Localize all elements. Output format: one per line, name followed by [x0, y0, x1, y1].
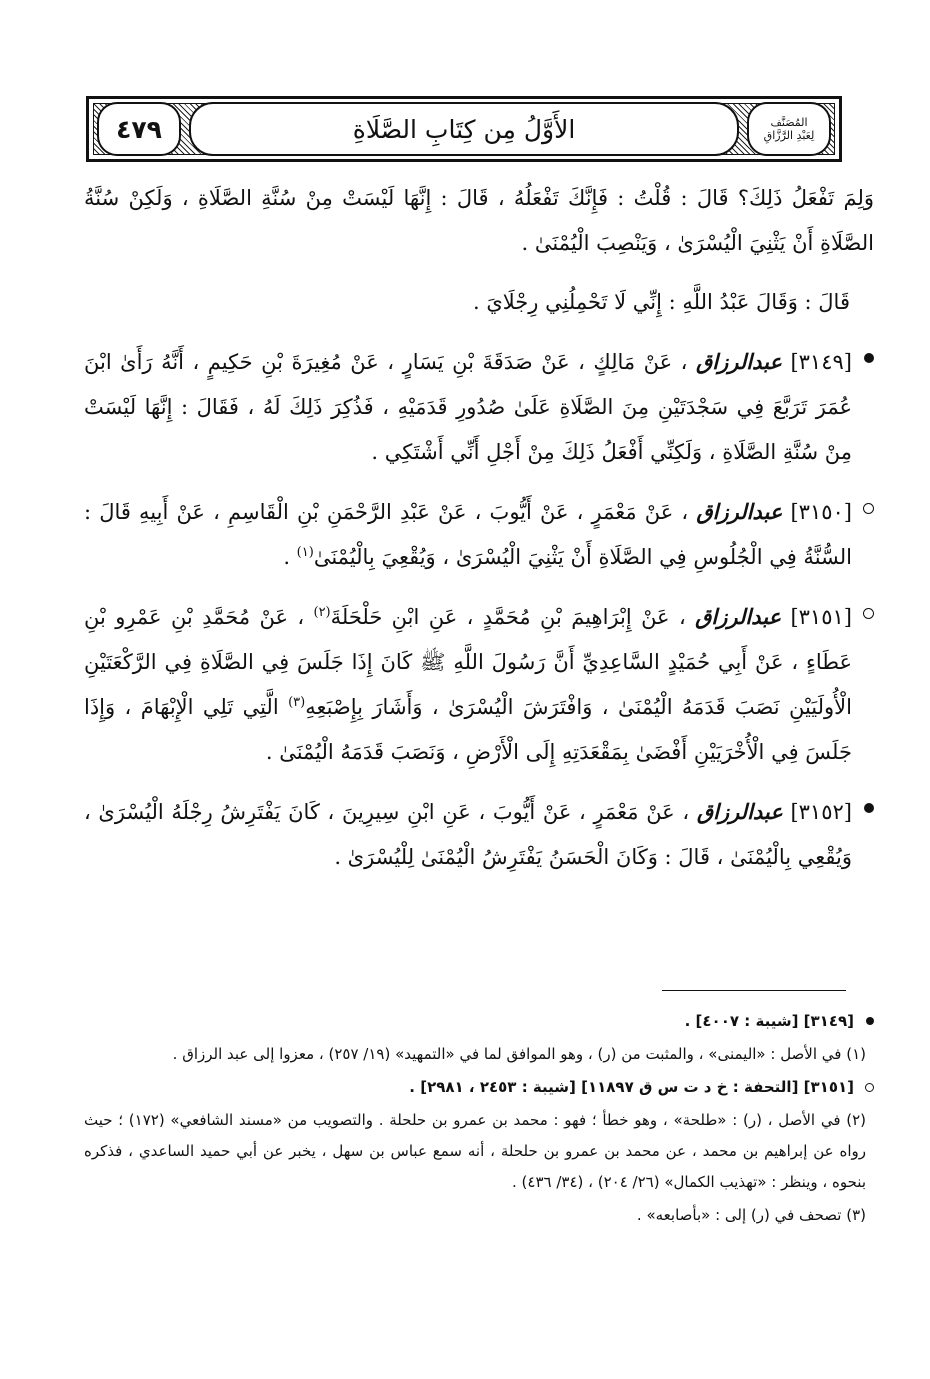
hadith-number: [٣١٥١] — [790, 605, 852, 629]
source-note-3149 — [84, 1006, 874, 1037]
title-cartouche — [189, 102, 739, 156]
source-note-3151 — [84, 1072, 874, 1103]
footnote-3: (٣) تصحف في (ر) إلى : «بأصابعه» . — [636, 1206, 866, 1224]
chapter-title: الأَوَّلُ مِن كِتَابِ الصَّلَاةِ — [352, 114, 576, 144]
main-text — [84, 176, 874, 894]
book-name-line1: المُصَنَّف — [770, 116, 808, 129]
narrator-abdurrazzaq: عبدالرزاق — [695, 604, 782, 629]
filled-bullet-icon — [866, 1017, 874, 1025]
source-note-text: [٣١٥١] [التحفة : خ د ت س ق ١١٨٩٧] [شيبة : ٢٤٥٣ ، ٢٩٨١] . — [409, 1078, 854, 1096]
footnote-2: (٢) في الأصل ، (ر) : «طلحة» ، وهو خطأ ؛ فهو : محمد بن عمرو بن حلحلة . والتصويب من «مسند الشافعي» (١٧٢) ؛ حيث رواه عن إبراهيم بن محمد ، عن محمد بن عمرو بن حلحلة ، أنه سمع عباس بن سهل ، يخبر عن أبي حميد الساعدي ، فذكره بنحوه ، وينظر : «تهذيب الكمال» (٢٦/ ٢٠٤) ، (٣٤/ ٤٣٦) . — [84, 1111, 867, 1191]
narrator-abdurrazzaq: عبدالرزاق — [696, 499, 783, 524]
filled-bullet-icon — [864, 803, 874, 813]
book-name — [764, 116, 815, 142]
narrator-abdurrazzaq: عبدالرزاق — [696, 799, 783, 824]
hadith-3152 — [84, 789, 874, 880]
hadith-3151 — [84, 594, 874, 775]
book-name-cartouche — [747, 102, 831, 156]
hadith-text: ، عَنْ مَالِكٍ ، عَنْ صَدَقَةَ بْنِ يَسَارٍ ، عَنْ مُغِيرَةَ بْنِ حَكِيمٍ ، أَنَّهُ رَأَىٰ ابْنَ عُمَرَ تَرَبَّعَ فِي سَجْدَتَيْنِ مِنَ الصَّلَاةِ عَلَىٰ صُدُورِ قَدَمَيْهِ ، فَذُكِرَ ذَلِكَ لَهُ ، فَقَالَ : إِنَّهَا لَيْسَتْ مِنْ سُنَّةِ الصَّلَاةِ ، وَلَكِنِّي أَفْعَلُ ذَلِكَ مِنْ أَجْلِ أَنِّي أَشْتَكِي . — [84, 350, 852, 464]
filled-bullet-icon — [864, 353, 874, 363]
source-note-text: [٣١٤٩] [شيبة : ٤٠٠٧] . — [684, 1012, 854, 1030]
hollow-bullet-icon — [865, 1083, 874, 1092]
page-number: ٤٧٩ — [116, 114, 162, 144]
footnote-separator — [662, 990, 846, 991]
footnote-1: (١) في الأصل : «اليمنى» ، والمثبت من (ر) ، وهو الموافق لما في «التمهيد» (١٩/ ٢٥٧) ، معزوا إلى عبد الرزاق . — [172, 1045, 866, 1063]
paragraph-continuation: وَلِمَ تَفْعَلُ ذَلِكَ؟ قَالَ : قُلْتُ : فَإِنَّكَ تَفْعَلُهُ ، قَالَ : إِنَّهَا لَيْسَتْ مِنْ سُنَّةِ الصَّلَاةِ ، وَلَكِنْ سُنَّةُ الصَّلَاةِ أَنْ يَثْنِيَ الْيُسْرَىٰ ، وَيَنْصِبَ الْيُمْنَىٰ . — [84, 186, 874, 255]
hadith-3150 — [84, 489, 874, 580]
hollow-bullet-icon — [863, 608, 874, 619]
running-header — [86, 96, 842, 162]
hollow-bullet-icon — [863, 503, 874, 514]
hadith-number: [٣١٤٩] — [790, 350, 852, 374]
narrator-abdurrazzaq: عبدالرزاق — [695, 349, 782, 374]
footnote-ref-3[interactable]: (٣) — [288, 695, 306, 710]
book-name-line2: لِعَبْدِ الرَّزَّاقِ — [763, 129, 815, 142]
hadith-3149 — [84, 339, 874, 475]
paragraph-abdullah: قَالَ : وَقَالَ عَبْدُ اللَّهِ : إِنِّي لَا تَحْمِلُنِي رِجْلَايَ . — [472, 290, 850, 314]
hadith-text: ، عَنْ مَعْمَرٍ ، عَنْ أَيُّوبَ ، عَنِ ابْنِ سِيرِينَ ، كَانَ يَفْتَرِشُ رِجْلَهُ الْيُسْرَىٰ ، وَيُقْعِي بِالْيُمْنَىٰ ، قَالَ : وَكَانَ الْحَسَنُ يَفْتَرِشُ الْيُمْنَىٰ لِلْيُسْرَىٰ . — [84, 800, 852, 869]
footnote-ref-1[interactable]: (١) — [296, 545, 314, 560]
hadith-text-end: . — [283, 545, 297, 569]
hadith-text: ، عَنْ مُحَمَّدِ بْنِ عَمْرِو بْنِ عَطَاءٍ ، عَنْ أَبِي حُمَيْدٍ السَّاعِدِيِّ أَنَّ رَسُولَ اللَّهِ ﷺ كَانَ إِذَا جَلَسَ فِي الصَّلَاةِ فِي الرَّكْعَتَيْنِ الْأُولَيَيْنِ نَصَبَ قَدَمَهُ الْيُمْنَىٰ ، وَافْتَرَشَ الْيُسْرَىٰ ، وَأَشَارَ بِإِصْبَعِهِ — [84, 605, 852, 719]
hadith-number: [٣١٥٢] — [790, 800, 852, 824]
hadith-text: ، عَنْ مَعْمَرٍ ، عَنْ أَيُّوبَ ، عَنْ عَبْدِ الرَّحْمَنِ بْنِ الْقَاسِمِ ، عَنْ أَبِيهِ قَالَ : السُّنَّةُ فِي الْجُلُوسِ فِي الصَّلَاةِ أَنْ يَثْنِيَ الْيُسْرَىٰ ، وَيُقْعِيَ بِالْيُمْنَىٰ — [84, 500, 852, 569]
hadith-text: ، عَنْ إِبْرَاهِيمَ بْنِ مُحَمَّدٍ ، عَنِ ابْنِ حَلْحَلَةَ — [330, 605, 686, 629]
footnotes — [84, 1006, 874, 1233]
page-number-cartouche — [97, 102, 181, 156]
hadith-number: [٣١٥٠] — [790, 500, 852, 524]
hadith-text: الَّتِي تَلِي الْإِبْهَامَ ، وَإِذَا جَلَسَ فِي الْأُخْرَيَيْنِ أَفْضَىٰ بِمَقْعَدَتِهِ إِلَى الْأَرْضِ ، وَنَصَبَ قَدَمَهُ الْيُمْنَىٰ . — [84, 695, 852, 764]
footnote-ref-2[interactable]: (٢) — [313, 605, 331, 620]
